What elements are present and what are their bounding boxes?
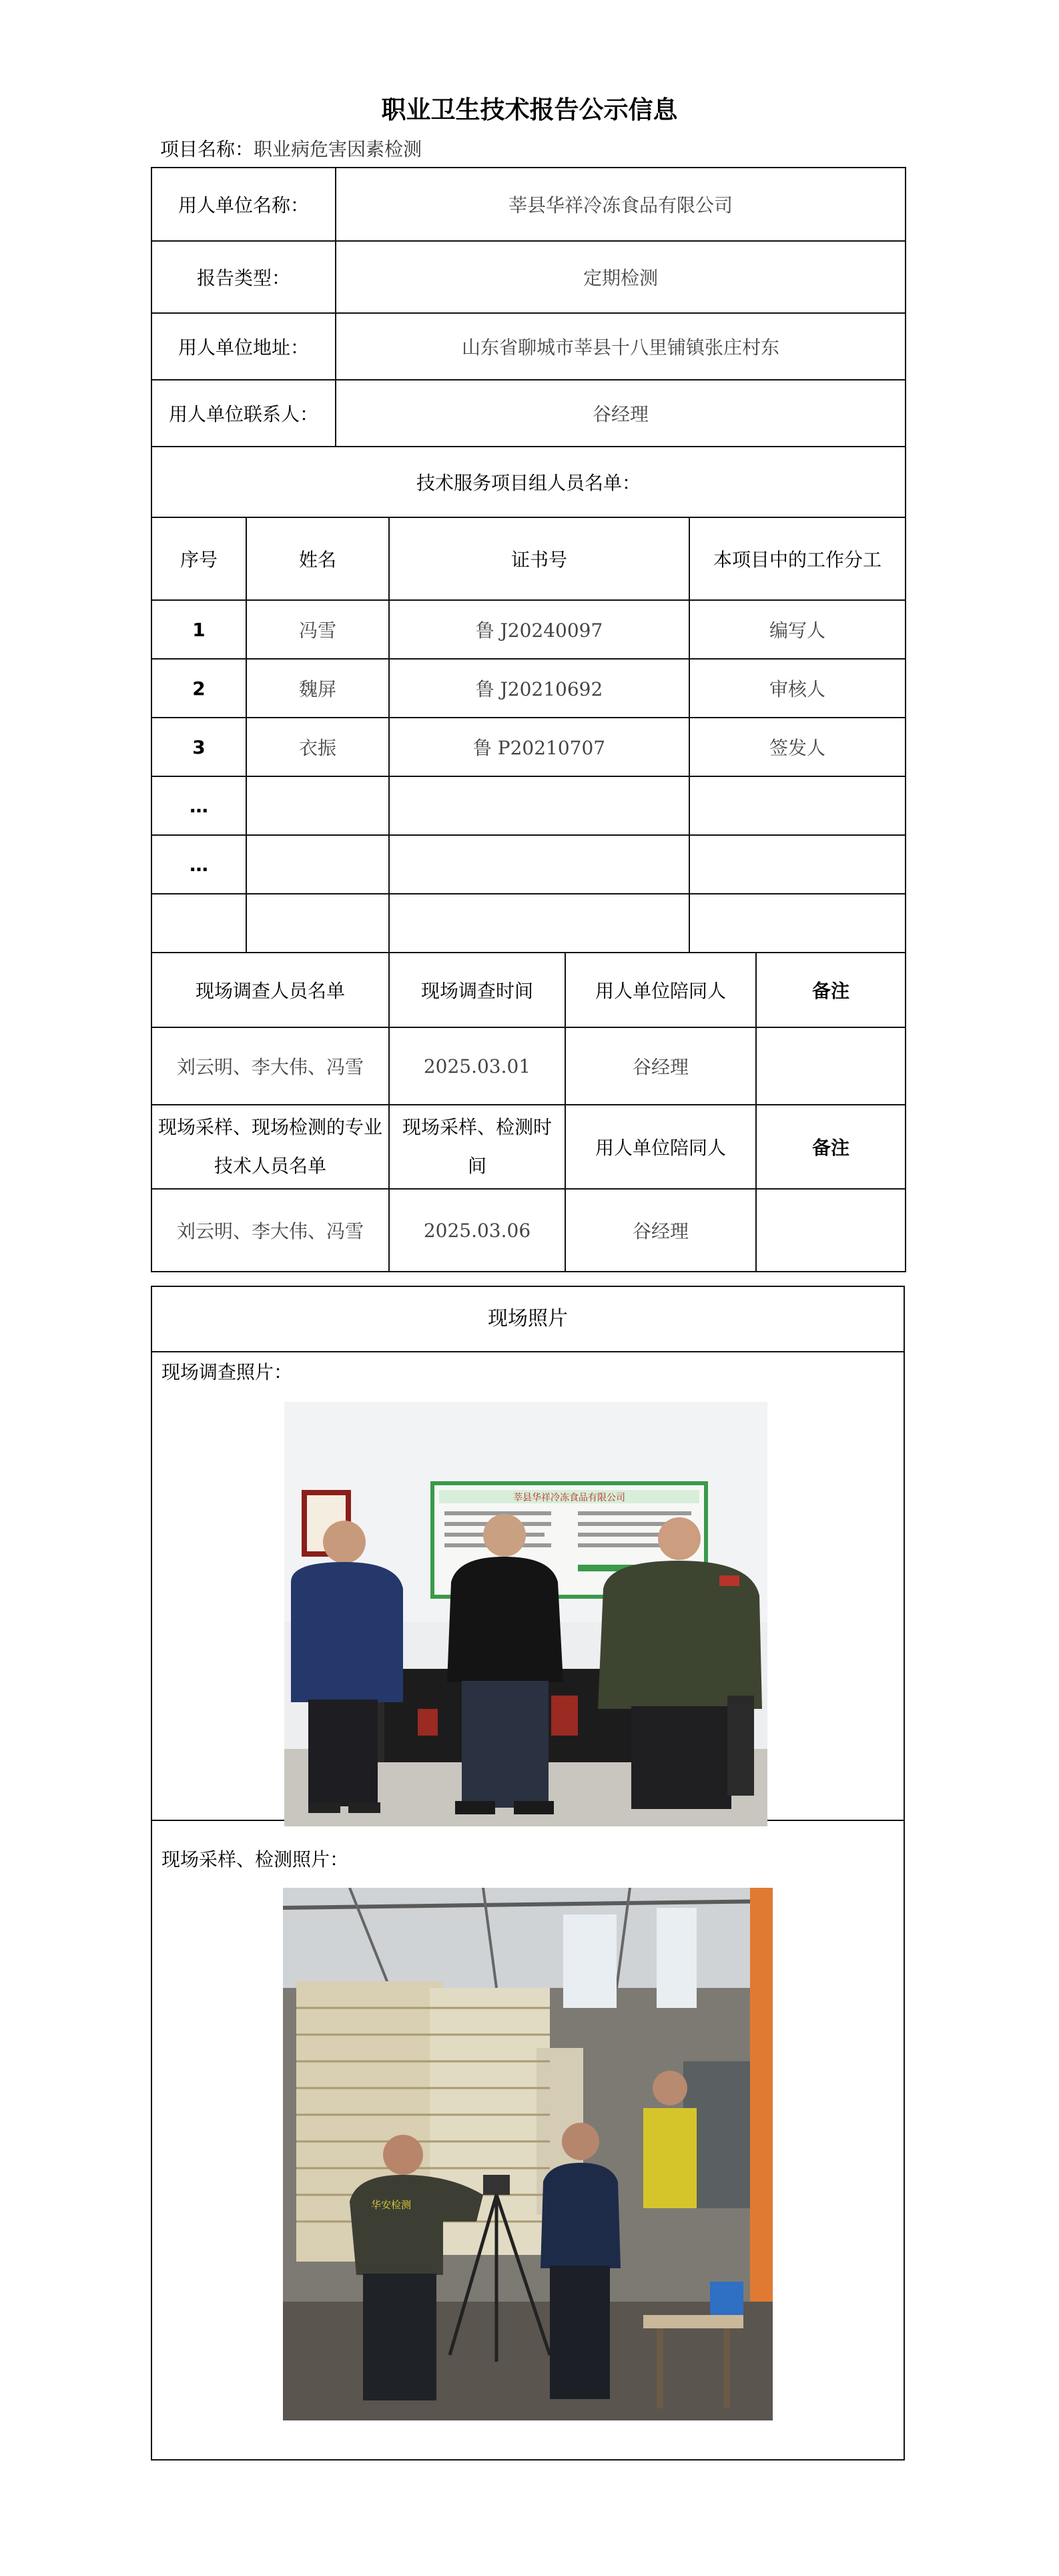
info-row [151, 380, 906, 447]
table-cell [389, 894, 689, 953]
table-cell: 鲁 J20210692 [389, 659, 689, 718]
table-cell: 刘云明、李大伟、冯雪 [151, 1027, 389, 1105]
info-row [151, 168, 906, 241]
info-label: 用人单位联系人： [151, 380, 336, 447]
table-cell: 衣振 [246, 718, 389, 776]
table-cell: 谷经理 [565, 1027, 756, 1105]
table-cell: 2 [151, 659, 246, 718]
column-header: 现场调查人员名单 [151, 953, 389, 1027]
photo-section [151, 1286, 905, 2461]
survey-photo-image [284, 1402, 767, 1826]
info-label: 报告类型： [151, 241, 336, 313]
table-row [151, 600, 906, 659]
table-cell [151, 894, 246, 953]
table-row [151, 1189, 906, 1272]
document-title: 职业卫生技术报告公示信息 [381, 95, 678, 124]
team-table [151, 446, 906, 953]
column-header: 证书号 [389, 517, 689, 600]
table-cell: … [151, 835, 246, 894]
team-header-row [151, 517, 906, 600]
column-header: 现场采样、现场检测的专业技术人员名单 [151, 1105, 389, 1189]
column-header: 姓名 [246, 517, 389, 600]
table-cell [689, 835, 906, 894]
table-cell [689, 776, 906, 835]
sampling-header-row [151, 1105, 906, 1189]
info-value: 山东省聊城市莘县十八里铺镇张庄村东 [336, 313, 906, 380]
team-heading: 技术服务项目组人员名单： [151, 447, 906, 517]
survey-table [151, 952, 906, 1272]
table-cell: 魏屏 [246, 659, 389, 718]
info-row [151, 241, 906, 313]
sampling-photo [283, 1888, 773, 2420]
info-label: 用人单位地址： [151, 313, 336, 380]
info-value: 谷经理 [336, 380, 906, 447]
table-cell: 3 [151, 718, 246, 776]
table-cell [389, 776, 689, 835]
column-header: 本项目中的工作分工 [689, 517, 906, 600]
table-cell: 1 [151, 600, 246, 659]
table-cell [246, 835, 389, 894]
table-cell [389, 835, 689, 894]
table-cell [246, 894, 389, 953]
column-header: 备注 [756, 953, 906, 1027]
table-row [151, 718, 906, 776]
survey-photo-section [152, 1352, 904, 1821]
table-cell: 冯雪 [246, 600, 389, 659]
table-row [151, 659, 906, 718]
table-cell [756, 1189, 906, 1272]
column-header: 用人单位陪同人 [565, 953, 756, 1027]
table-cell: 签发人 [689, 718, 906, 776]
table-cell: 编写人 [689, 600, 906, 659]
info-label: 用人单位名称： [151, 168, 336, 241]
table-cell: 2025.03.01 [389, 1027, 565, 1105]
company-sign-text: 莘县华祥冷冻食品有限公司 [513, 1493, 625, 1503]
table-cell: 刘云明、李大伟、冯雪 [151, 1189, 389, 1272]
column-header: 用人单位陪同人 [565, 1105, 756, 1189]
column-header: 备注 [756, 1105, 906, 1189]
table-cell [246, 776, 389, 835]
info-value: 定期检测 [336, 241, 906, 313]
photo-heading: 现场照片 [152, 1287, 904, 1352]
survey-photo-caption: 现场调查照片： [161, 1361, 293, 1383]
table-cell: … [151, 776, 246, 835]
table-cell [756, 1027, 906, 1105]
table-cell: 鲁 J20240097 [389, 600, 689, 659]
sampling-photo-caption: 现场采样、检测照片： [161, 1848, 349, 1870]
info-row [151, 313, 906, 380]
project-line [160, 136, 422, 163]
table-cell: 2025.03.06 [389, 1189, 565, 1272]
survey-photo [284, 1402, 767, 1826]
table-cell: 审核人 [689, 659, 906, 718]
info-table [151, 167, 906, 447]
sampling-photo-image [283, 1888, 773, 2420]
column-header: 现场采样、检测时间 [389, 1105, 565, 1189]
project-label: 项目名称： [160, 138, 254, 160]
table-row [151, 776, 906, 835]
table-row [151, 835, 906, 894]
table-cell: 鲁 P20210707 [389, 718, 689, 776]
project-value: 职业病危害因素检测 [254, 138, 422, 160]
survey-header-row [151, 953, 906, 1027]
table-cell [689, 894, 906, 953]
table-row [151, 894, 906, 953]
column-header: 现场调查时间 [389, 953, 565, 1027]
column-header: 序号 [151, 517, 246, 600]
info-value: 莘县华祥冷冻食品有限公司 [336, 168, 906, 241]
vest-text: 华安检测 [371, 2199, 412, 2211]
table-cell: 谷经理 [565, 1189, 756, 1272]
table-row [151, 1027, 906, 1105]
